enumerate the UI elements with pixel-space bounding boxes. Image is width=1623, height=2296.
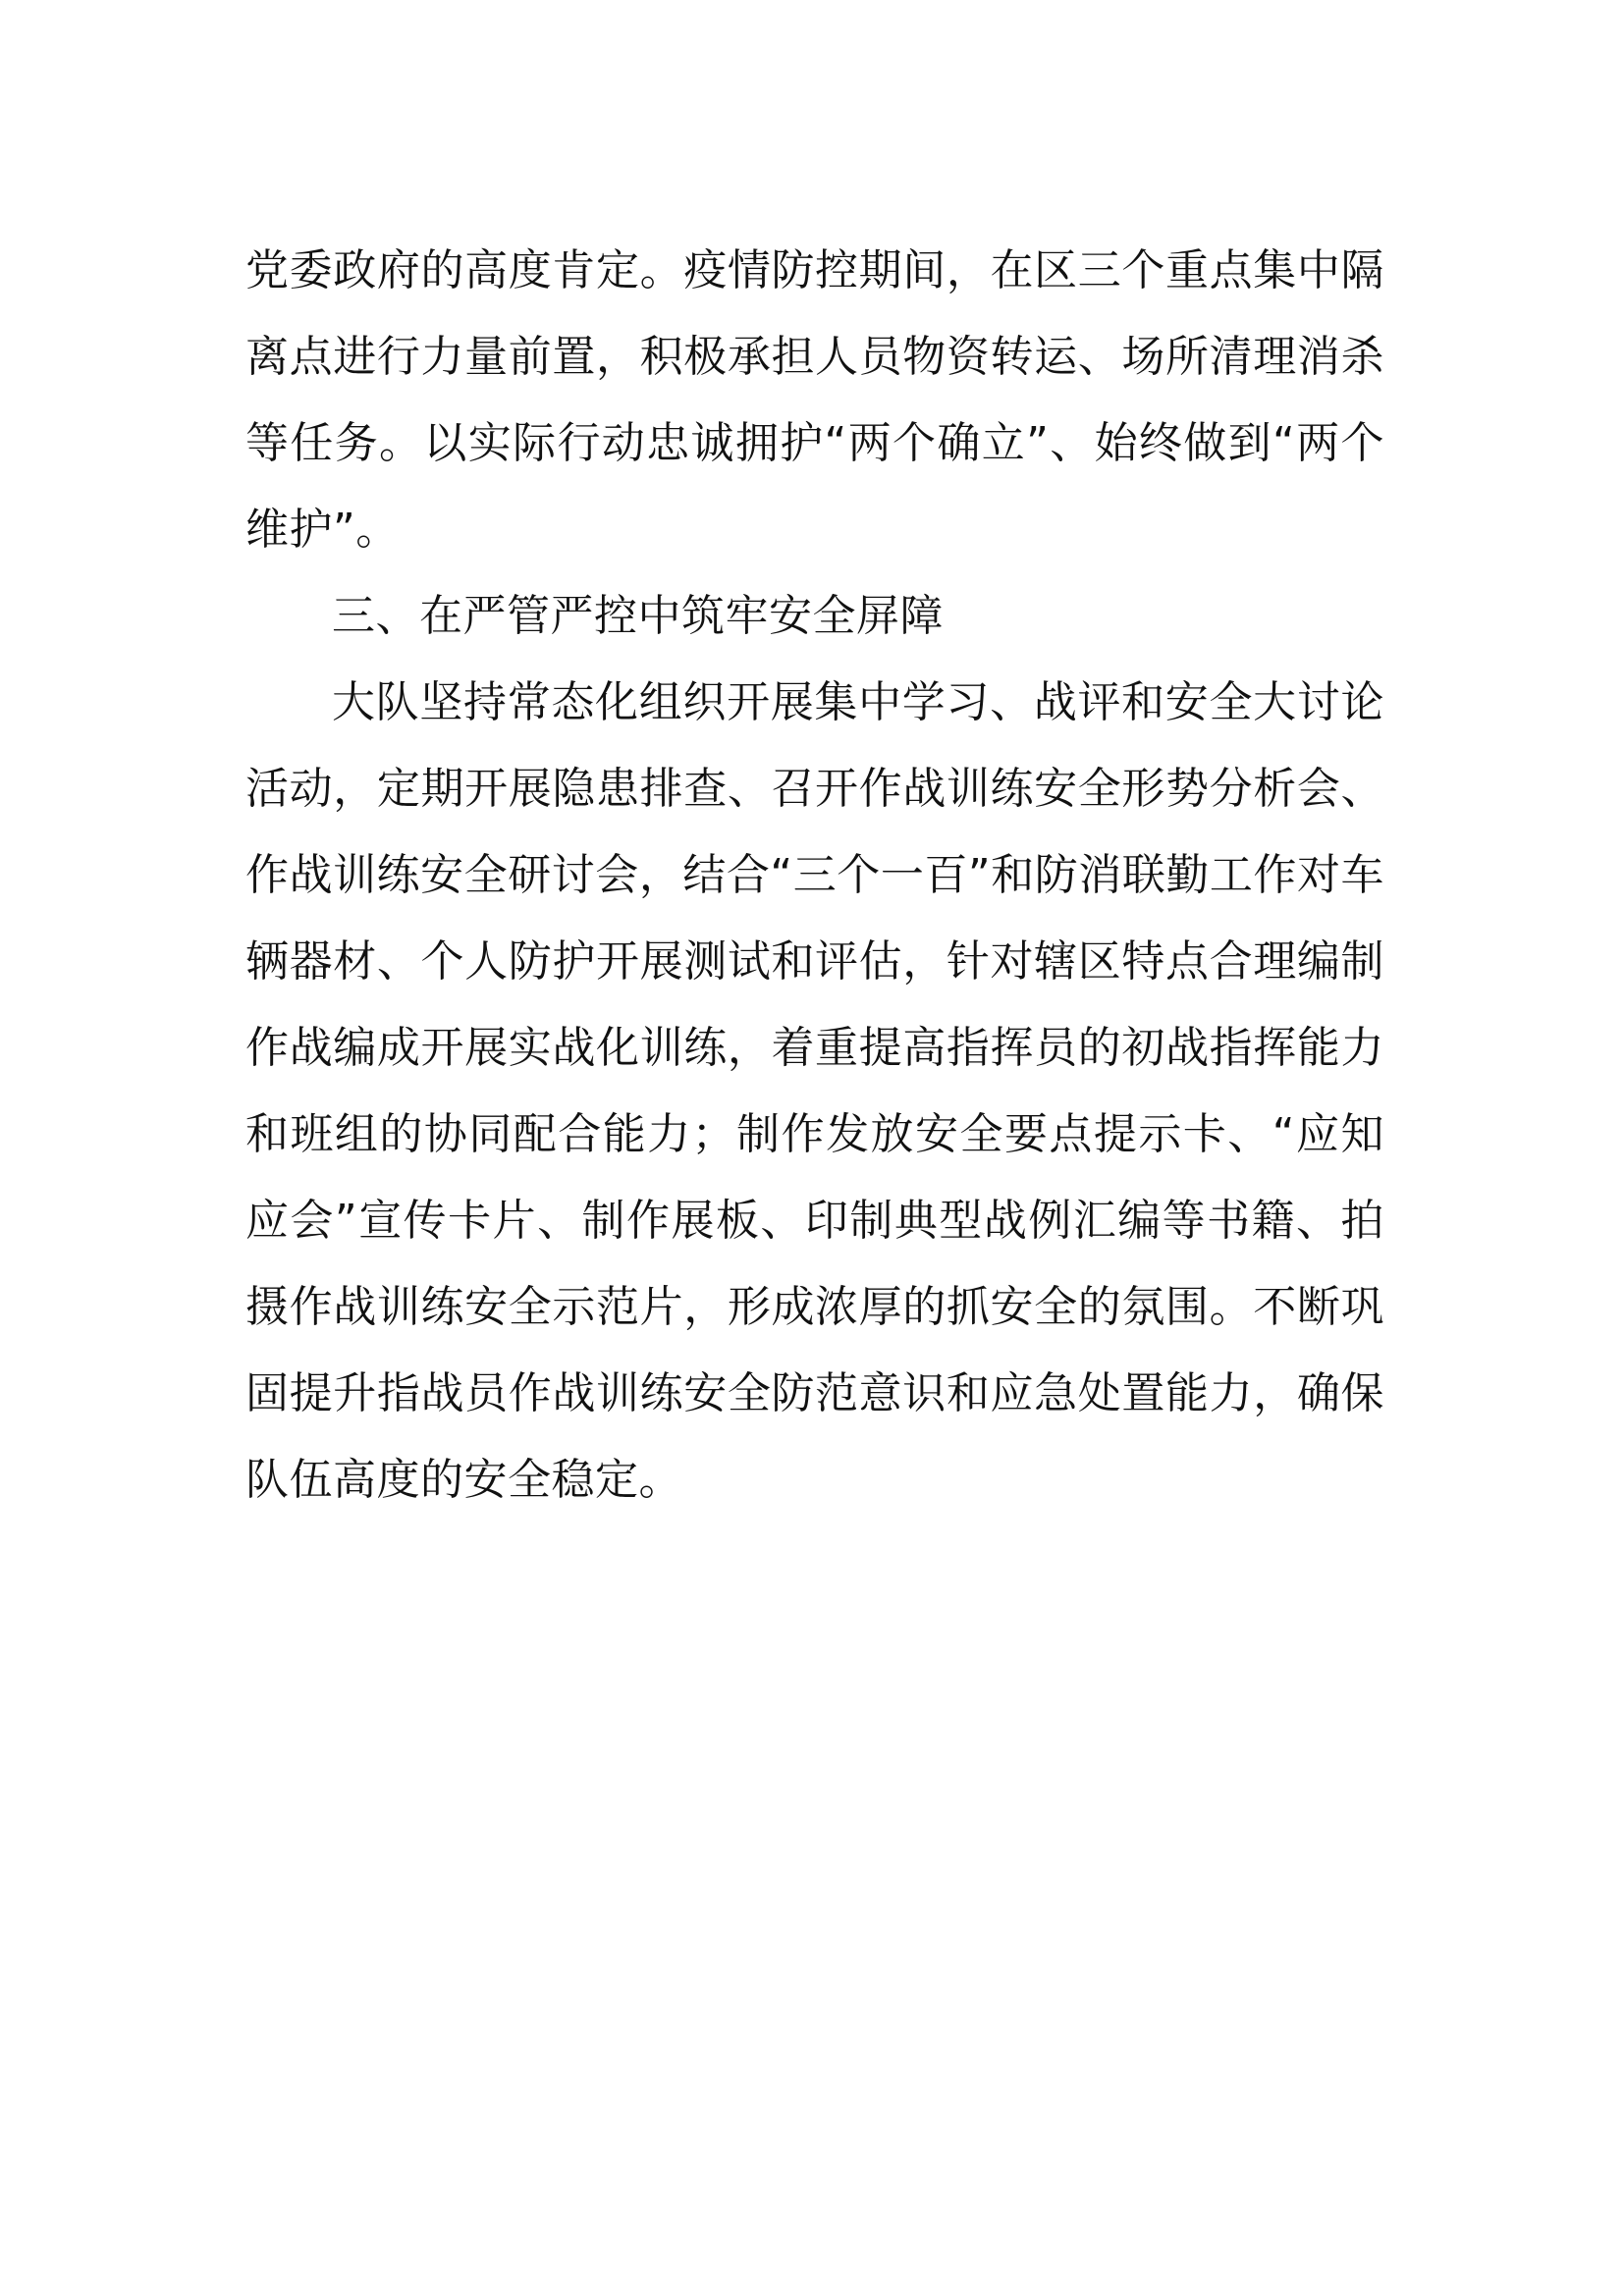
document-body	[245, 228, 1384, 1523]
paragraph-section-body: 大队坚持常态化组织开展集中学习、战评和安全大讨论活动，定期开展隐患排查、召开作战训练安全形势分析会、作战训练安全研讨会，结合“三个一百”和防消联勤工作对车辆器材、个人防护开展测试和评估，针对辖区特点合理编制作战编成开展实战化训练，着重提高指挥员的初战指挥能力和班组的协同配合能力；制作发放安全要点提示卡、“应知应会”宣传卡片、制作展板、印制典型战例汇编等书籍、拍摄作战训练安全示范片，形成浓厚的抓安全的氛围。不断巩固提升指战员作战训练安全防范意识和应急处置能力，确保队伍高度的安全稳定。	[245, 677, 1384, 1505]
paragraph-continuation: 党委政府的高度肯定。疫情防控期间，在区三个重点集中隔离点进行力量前置，积极承担人员物资转运、场所清理消杀等任务。以实际行动忠诚拥护“两个确立”、始终做到“两个维护”。	[245, 245, 1384, 555]
section-heading: 三、在严管严控中筑牢安全屏障	[332, 591, 944, 641]
